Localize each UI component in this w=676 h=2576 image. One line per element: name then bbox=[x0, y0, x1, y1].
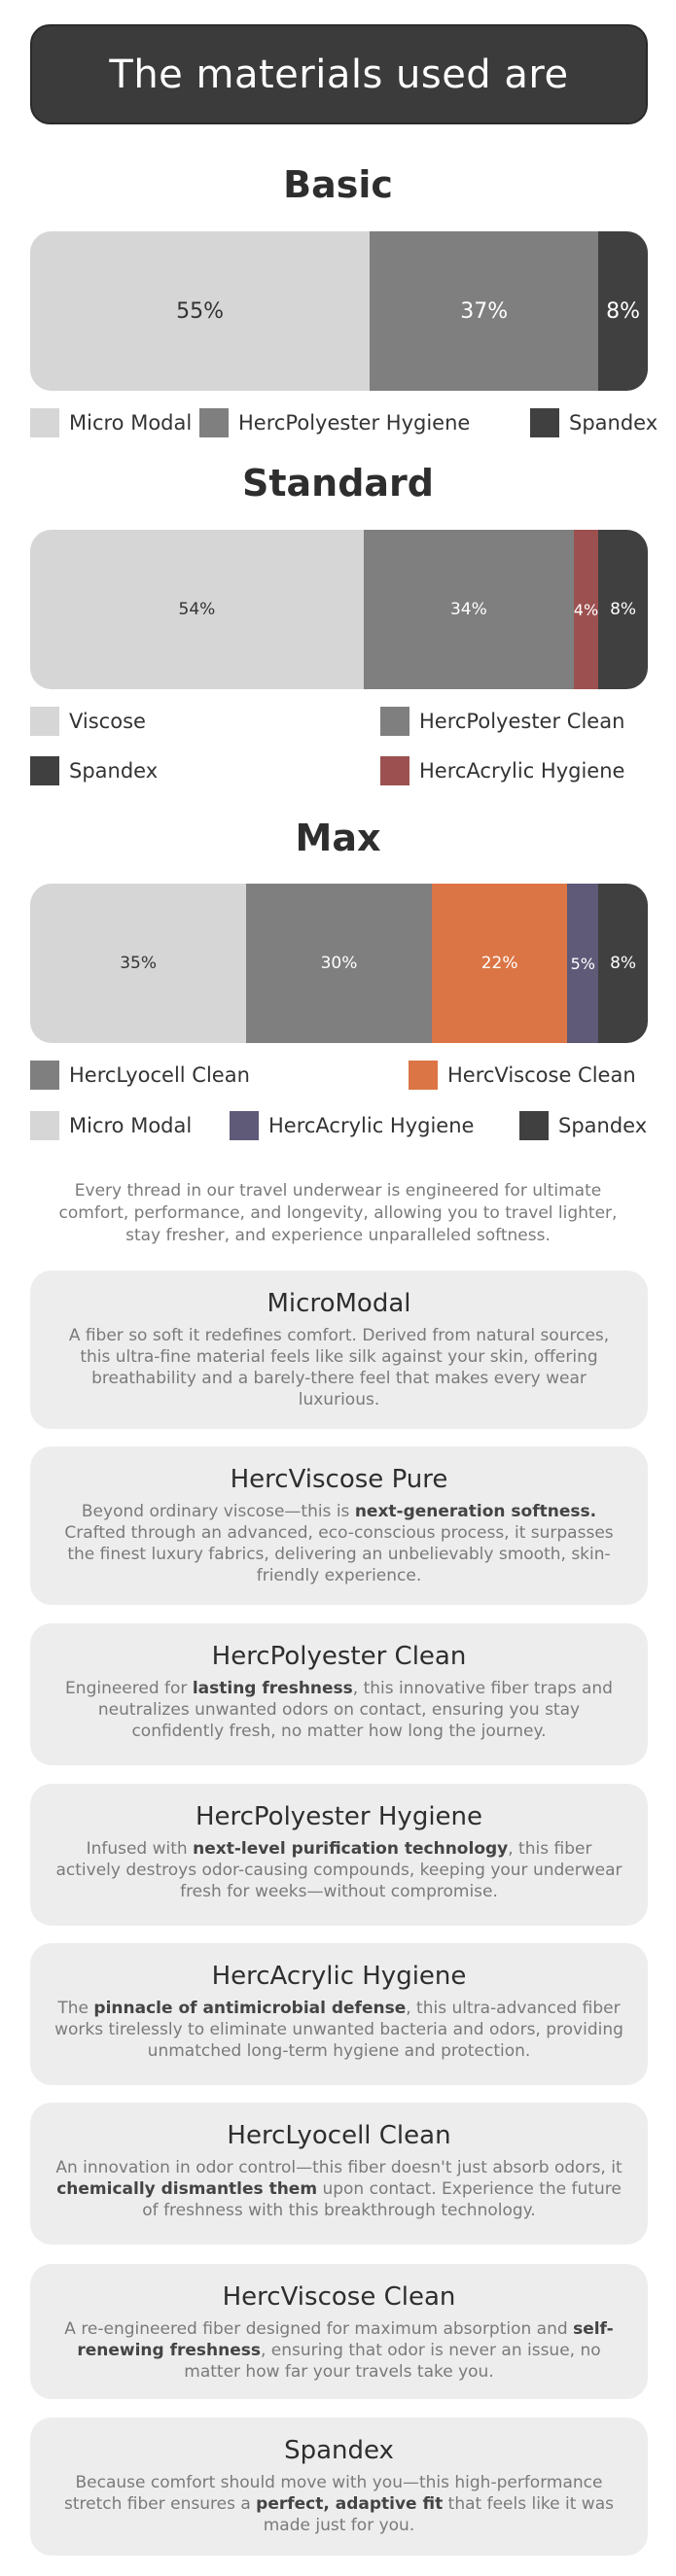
standard-segment-label: 34% bbox=[449, 600, 487, 619]
material-card-title: Spandex bbox=[284, 2436, 394, 2465]
standard-segment-1 bbox=[30, 530, 364, 689]
description-highlight: chemically dismantles them bbox=[56, 2179, 318, 2199]
max-segment-4 bbox=[567, 884, 598, 1043]
banner-title: The materials used are bbox=[109, 52, 569, 97]
material-card-description bbox=[52, 1325, 626, 1410]
basic-title: Basic bbox=[283, 163, 393, 206]
material-card-description bbox=[52, 1998, 626, 2062]
legend-item-spandex bbox=[30, 756, 158, 785]
description-text: Beyond ordinary viscose—this is bbox=[81, 1502, 355, 1521]
legend-swatch bbox=[30, 408, 59, 437]
basic-segment-label: 37% bbox=[460, 298, 509, 324]
legend-item-hercacrylic-hygiene bbox=[230, 1111, 474, 1140]
basic-segment-3 bbox=[598, 231, 648, 391]
material-card-title: MicroModal bbox=[267, 1289, 411, 1318]
legend-label: Micro Modal bbox=[69, 411, 193, 435]
legend-swatch bbox=[380, 756, 409, 785]
max-segment-5 bbox=[598, 884, 648, 1043]
legend-swatch bbox=[30, 756, 59, 785]
legend-item-spandex bbox=[519, 1111, 647, 1140]
material-card-description bbox=[52, 1838, 626, 1902]
material-card-hercviscose-clean bbox=[30, 2264, 648, 2399]
max-title: Max bbox=[295, 817, 381, 859]
intro-text: Every thread in our travel underwear is engineered for ultimate comfort, performance, and longevity, allowing you to travel lighter, stay fresher, and experience unparalleled softness. bbox=[58, 1181, 618, 1245]
max-segment-label: 5% bbox=[570, 954, 595, 973]
legend-label: Spandex bbox=[569, 411, 658, 435]
description-text: An innovation in odor control—this fiber doesn't just absorb odors, it bbox=[55, 2158, 623, 2177]
standard-segment-3 bbox=[574, 530, 598, 689]
legend-label: HercLyocell Clean bbox=[69, 1063, 250, 1087]
description-text: A re-engineered fiber designed for maximum absorption and bbox=[64, 2319, 574, 2339]
material-card-title: HercViscose Clean bbox=[222, 2282, 456, 2312]
legend-item-micro-modal bbox=[30, 1111, 192, 1140]
material-card-description bbox=[52, 2472, 626, 2536]
legend-swatch bbox=[30, 707, 59, 736]
material-card-description bbox=[52, 2157, 626, 2221]
basic-segment-2 bbox=[370, 231, 598, 391]
legend-swatch bbox=[519, 1111, 549, 1140]
max-segment-1 bbox=[30, 884, 246, 1043]
material-card-title: HercPolyester Hygiene bbox=[195, 1802, 483, 1831]
description-text: Infused with bbox=[86, 1839, 194, 1859]
legend-item-herclyocell-clean bbox=[30, 1061, 250, 1090]
description-highlight: lasting freshness bbox=[192, 1679, 353, 1698]
description-text: that feels like it was made just for you. bbox=[263, 2494, 614, 2535]
standard-composition-bar bbox=[30, 530, 648, 689]
description-text: , this fiber actively destroys odor-causing compounds, keeping your underwear fresh for weeks—without compromise. bbox=[55, 1839, 623, 1901]
standard-segment-label: 8% bbox=[610, 600, 637, 619]
description-text: The bbox=[57, 1999, 94, 2018]
description-text: A fiber so soft it redefines comfort. Derived from natural sources, this ultra-fine material feels like silk against your skin, offering breathability and a barely-there feel that makes every wear luxurious. bbox=[68, 1326, 610, 1410]
material-card-hercpolyester-clean bbox=[30, 1623, 648, 1765]
description-text: Engineered for bbox=[65, 1679, 193, 1698]
max-segment-3 bbox=[432, 884, 568, 1043]
standard-segment-4 bbox=[598, 530, 648, 689]
material-card-herclyocell-clean bbox=[30, 2103, 648, 2245]
legend-swatch bbox=[199, 408, 229, 437]
material-card-title: HercPolyester Clean bbox=[211, 1642, 467, 1671]
legend-swatch bbox=[409, 1061, 438, 1090]
standard-title: Standard bbox=[241, 462, 434, 505]
max-segment-label: 22% bbox=[480, 954, 518, 973]
standard-segment-2 bbox=[364, 530, 574, 689]
description-highlight: perfect, adaptive fit bbox=[256, 2494, 444, 2514]
legend-swatch bbox=[30, 1061, 59, 1090]
legend-label: HercViscose Clean bbox=[447, 1063, 636, 1087]
legend-item-viscose bbox=[30, 707, 146, 736]
material-card-description bbox=[52, 1501, 626, 1586]
legend-item-micro-modal bbox=[30, 408, 192, 437]
legend-item-hercpolyester-hygiene bbox=[199, 408, 470, 437]
standard-segment-label: 54% bbox=[178, 600, 216, 619]
material-card-spandex bbox=[30, 2418, 648, 2556]
standard-segment-label: 4% bbox=[573, 600, 599, 619]
description-highlight: next-level purification technology bbox=[193, 1839, 509, 1859]
legend-label: HercPolyester Hygiene bbox=[238, 411, 471, 435]
legend-label: HercAcrylic Hygiene bbox=[268, 1114, 475, 1137]
legend-swatch bbox=[530, 408, 559, 437]
max-segment-2 bbox=[246, 884, 432, 1043]
basic-segment-label: 55% bbox=[176, 298, 225, 324]
legend-label: HercPolyester Clean bbox=[419, 710, 625, 733]
basic-segment-1 bbox=[30, 231, 370, 391]
legend-swatch bbox=[380, 707, 409, 736]
legend-label: Spandex bbox=[69, 759, 159, 783]
material-card-title: HercLyocell Clean bbox=[227, 2121, 451, 2150]
max-segment-label: 8% bbox=[610, 954, 637, 973]
description-highlight: pinnacle of antimicrobial defense bbox=[93, 1999, 407, 2018]
legend-item-hercpolyester-clean bbox=[380, 707, 624, 736]
materials-banner bbox=[30, 24, 648, 124]
material-card-hercpolyester-hygiene bbox=[30, 1784, 648, 1926]
basic-composition-bar bbox=[30, 231, 648, 391]
max-segment-label: 30% bbox=[320, 954, 358, 973]
description-text: , this ultra-advanced fiber works tirelessly to eliminate unwanted bacteria and odors, providing unmatched long-term hygiene and protection. bbox=[54, 1999, 623, 2061]
description-text: , this innovative fiber traps and neutralizes unwanted odors on contact, ensuring you stay confidently fresh, no matter how long the journey. bbox=[97, 1679, 613, 1741]
legend-label: Viscose bbox=[69, 710, 146, 733]
max-segment-label: 35% bbox=[120, 954, 158, 973]
material-card-description bbox=[52, 2318, 626, 2383]
description-highlight: self-renewing freshness bbox=[77, 2319, 614, 2360]
material-card-title: HercViscose Pure bbox=[230, 1465, 448, 1494]
legend-item-spandex bbox=[530, 408, 658, 437]
material-card-micromodal bbox=[30, 1271, 648, 1429]
legend-item-hercviscose-clean bbox=[409, 1061, 636, 1090]
description-highlight: next-generation softness. bbox=[354, 1502, 597, 1521]
basic-segment-label: 8% bbox=[606, 298, 641, 324]
material-card-title: HercAcrylic Hygiene bbox=[211, 1962, 467, 1991]
max-composition-bar bbox=[30, 884, 648, 1043]
legend-label: Micro Modal bbox=[69, 1114, 193, 1137]
description-text: upon contact. Experience the future of freshness with this breakthrough technology. bbox=[142, 2179, 622, 2220]
material-card-description bbox=[52, 1678, 626, 1742]
material-card-hercacrylic-hygiene bbox=[30, 1943, 648, 2085]
legend-label: Spandex bbox=[558, 1114, 648, 1137]
description-text: , ensuring that odor is never an issue, no matter how far your travels take you. bbox=[184, 2341, 601, 2382]
description-text: Because comfort should move with you—this high-performance stretch fiber ensures a bbox=[63, 2473, 603, 2514]
description-text: Crafted through an advanced, eco-conscious process, it surpasses the finest luxury fabrics, delivering an unbelievably smooth, skin-friendly experience. bbox=[64, 1523, 614, 1585]
legend-label: HercAcrylic Hygiene bbox=[419, 759, 625, 783]
material-card-hercviscose-pure bbox=[30, 1446, 648, 1605]
legend-swatch bbox=[230, 1111, 259, 1140]
legend-item-hercacrylic-hygiene bbox=[380, 756, 624, 785]
legend-swatch bbox=[30, 1111, 59, 1140]
